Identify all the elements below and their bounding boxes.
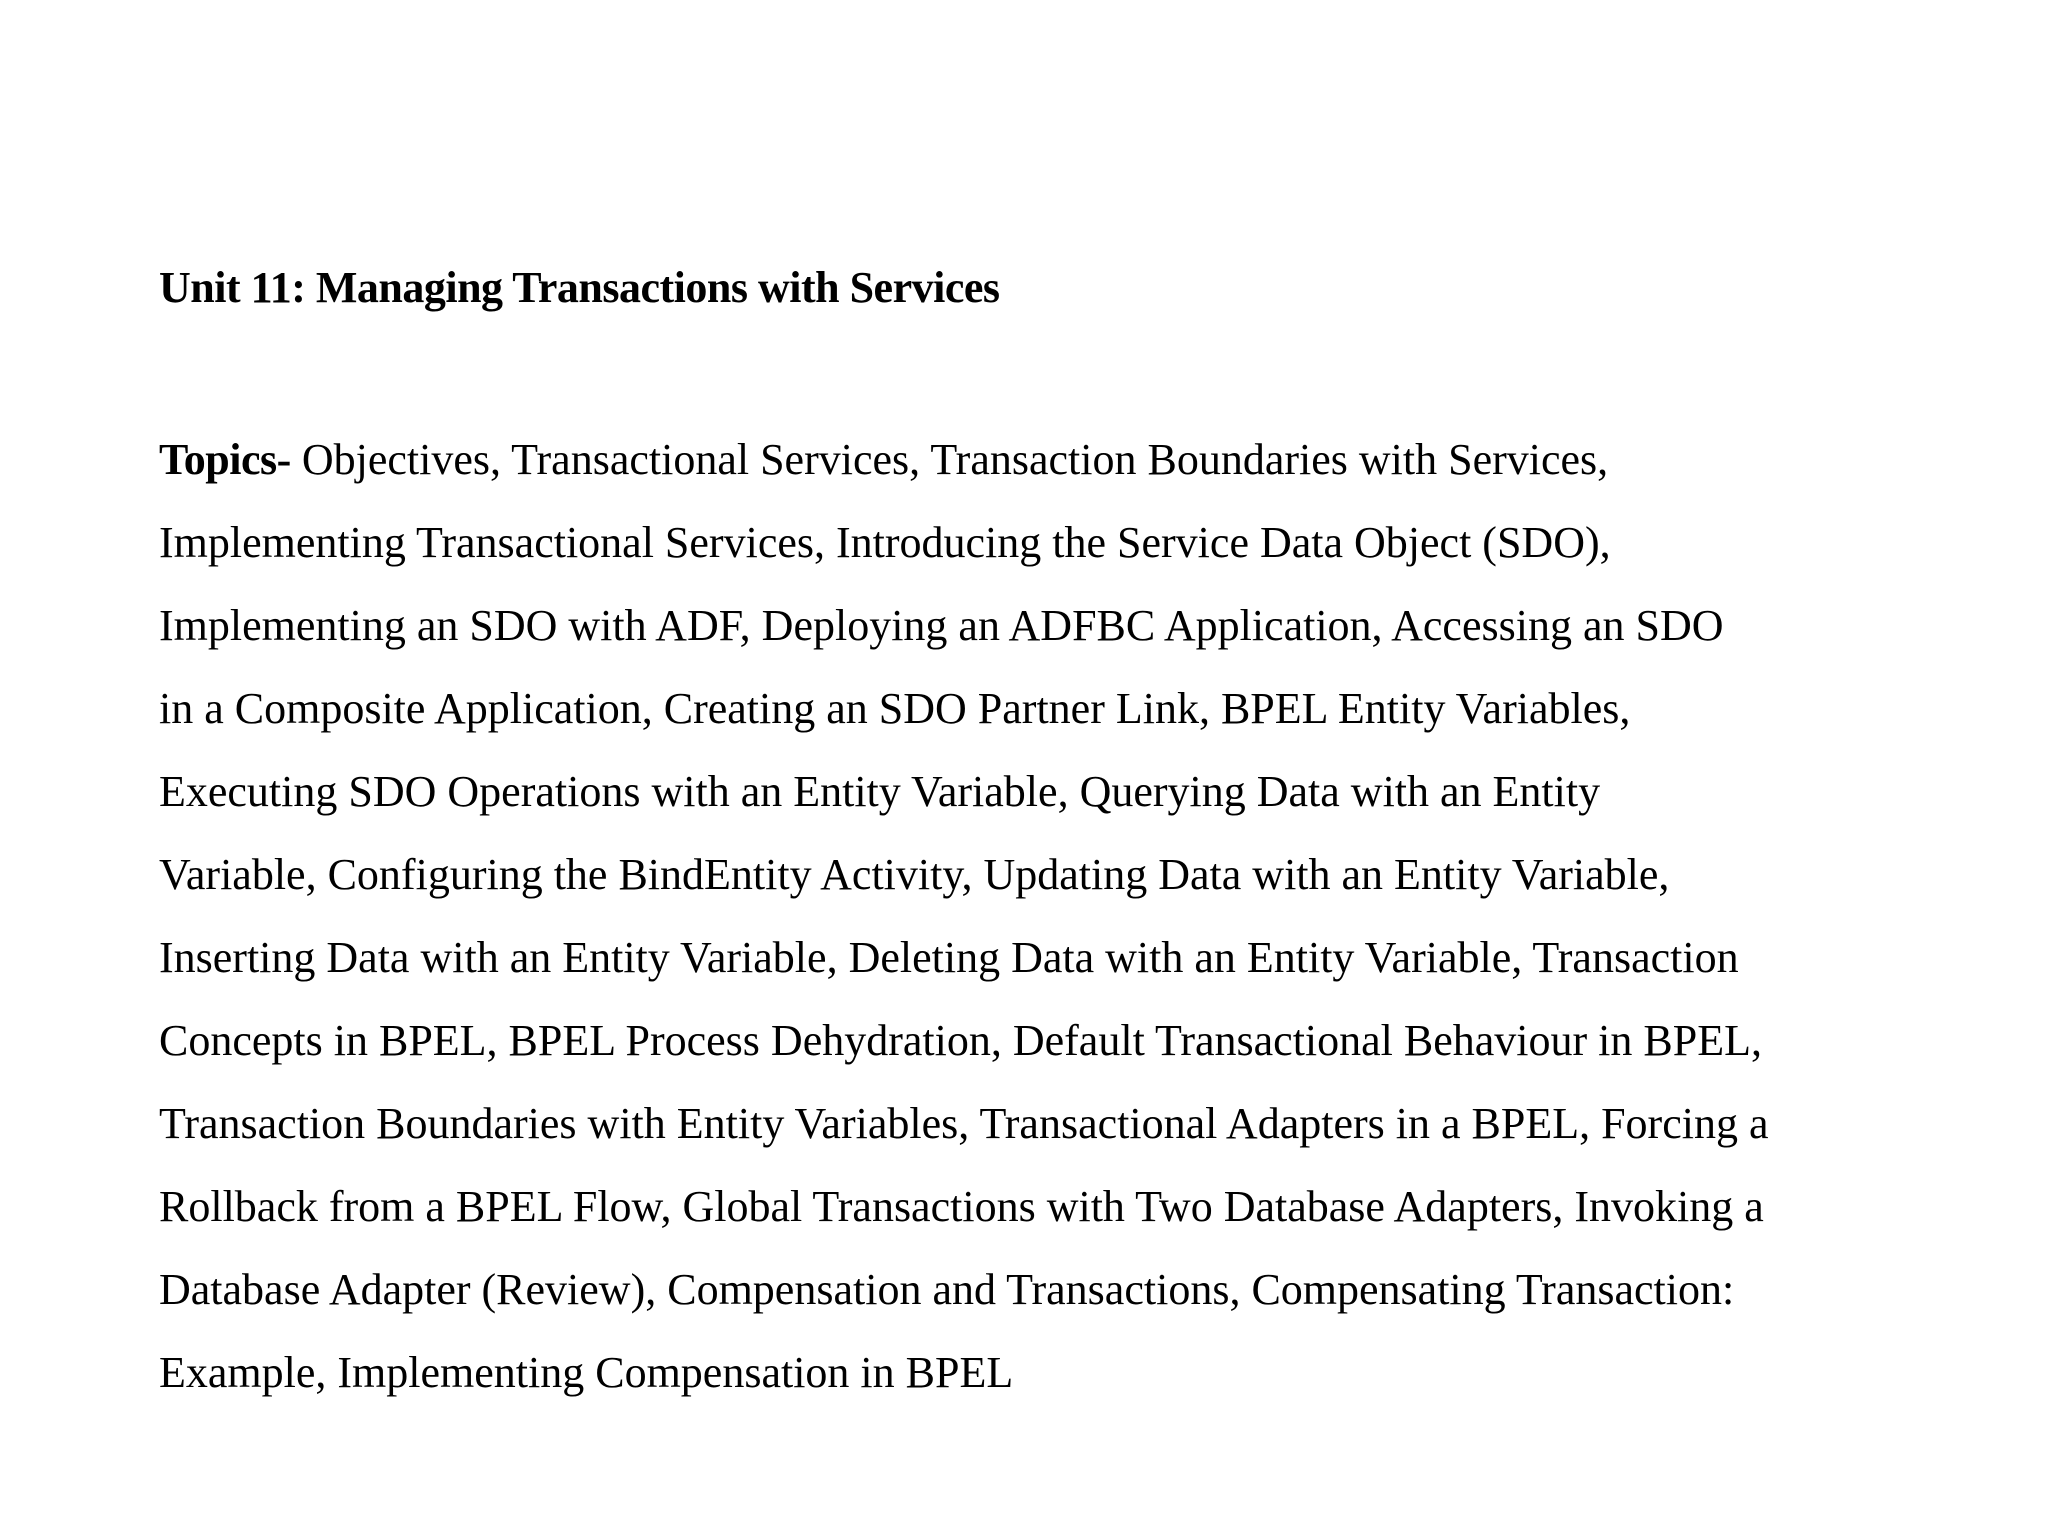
topics-paragraph [159, 418, 1939, 1414]
topics-line: Executing SDO Operations with an Entity Variable, Querying Data with an Entity [159, 767, 1601, 816]
topics-line: Implementing an SDO with ADF, Deploying an ADFBC Application, Accessing an SDO [159, 601, 1724, 650]
topics-label: Topics- [159, 435, 291, 484]
topics-line-text: Objectives, Transactional Services, Transaction Boundaries with Services, [290, 435, 1609, 484]
topics-line: in a Composite Application, Creating an SDO Partner Link, BPEL Entity Variables, [159, 684, 1631, 733]
topics-line [159, 418, 1939, 501]
topics-line: Concepts in BPEL, BPEL Process Dehydration, Default Transactional Behaviour in BPEL, [159, 1016, 1762, 1065]
topics-line: Implementing Transactional Services, Introducing the Service Data Object (SDO), [159, 518, 1611, 567]
topics-line: Inserting Data with an Entity Variable, Deleting Data with an Entity Variable, Transaction [159, 933, 1739, 982]
unit-title: Unit 11: Managing Transactions with Services [159, 263, 1000, 312]
topics-line: Transaction Boundaries with Entity Variables, Transactional Adapters in a BPEL, Forcing a [159, 1099, 1769, 1148]
topics-line: Database Adapter (Review), Compensation and Transactions, Compensating Transaction: [159, 1265, 1735, 1314]
topics-line: Example, Implementing Compensation in BPEL [159, 1348, 1014, 1397]
topics-line: Variable, Configuring the BindEntity Activity, Updating Data with an Entity Variable, [159, 850, 1670, 899]
topics-line: Rollback from a BPEL Flow, Global Transactions with Two Database Adapters, Invoking a [159, 1182, 1764, 1231]
